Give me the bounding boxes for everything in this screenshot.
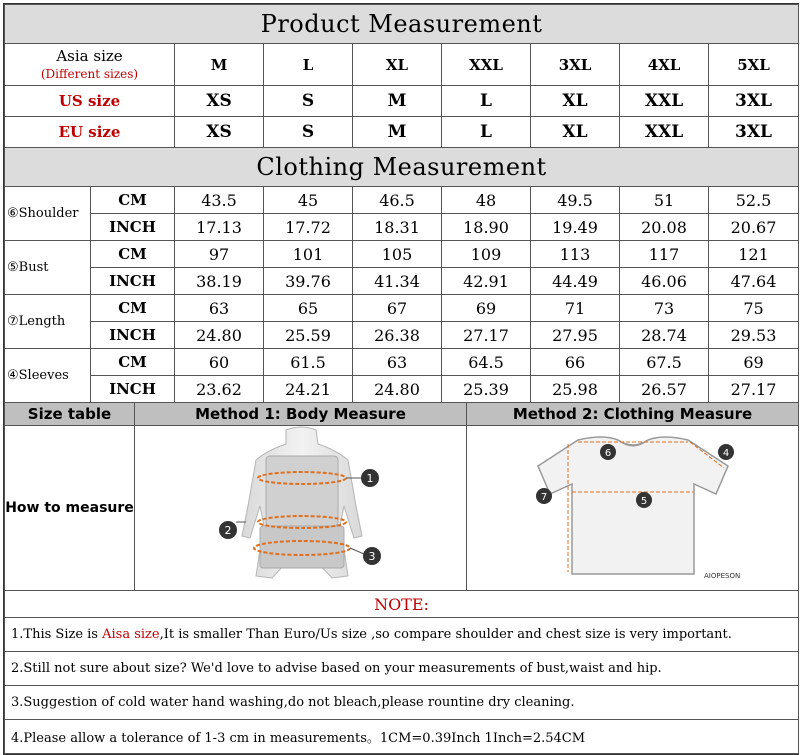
measure-cell: 48 <box>442 187 531 214</box>
note-3: 3.Suggestion of cold water hand washing,do not bleach,please rountine dry cleaning. <box>5 686 799 720</box>
part-label: ④Sleeves <box>5 349 91 403</box>
asia-size-sub: (Different sizes) <box>40 67 139 81</box>
measure-cell: 20.08 <box>620 214 709 241</box>
measure-cell: 24.21 <box>264 376 353 403</box>
us-size-label: US size <box>5 86 175 117</box>
unit-label: CM <box>91 241 175 268</box>
measure-cell: 109 <box>442 241 531 268</box>
measure-cell: 75 <box>709 295 799 322</box>
body-marker-3: 3 <box>368 550 375 563</box>
measure-cell: 28.74 <box>620 322 709 349</box>
product-measurement-title: Product Measurement <box>5 5 799 44</box>
how-to-measure-label: How to measure <box>5 426 135 591</box>
measure-cell: 117 <box>620 241 709 268</box>
measure-cell: 24.80 <box>353 376 442 403</box>
asia-size-cell: XL <box>353 44 442 86</box>
asia-size-text: Asia size <box>56 47 123 65</box>
us-size-cell: XL <box>531 86 620 117</box>
measure-cell: 27.17 <box>709 376 799 403</box>
measure-row-cm <box>5 241 799 268</box>
measure-cell: 51 <box>620 187 709 214</box>
measure-cell: 46.5 <box>353 187 442 214</box>
measure-cell: 27.17 <box>442 322 531 349</box>
measure-cell: 52.5 <box>709 187 799 214</box>
measure-cell: 38.19 <box>175 268 264 295</box>
measure-cell: 17.13 <box>175 214 264 241</box>
asia-size-cell: M <box>175 44 264 86</box>
shirt-marker-5: 5 <box>640 496 647 507</box>
measure-row-inch <box>5 268 799 295</box>
us-size-cell: L <box>442 86 531 117</box>
eu-size-cell: XL <box>531 117 620 148</box>
body-marker-2: 2 <box>224 524 231 537</box>
measure-row-cm <box>5 349 799 376</box>
measure-cell: 69 <box>442 295 531 322</box>
asia-size-cell: XXL <box>442 44 531 86</box>
measure-cell: 45 <box>264 187 353 214</box>
measure-cell: 23.62 <box>175 376 264 403</box>
us-size-cell: XS <box>175 86 264 117</box>
body-marker-1: 1 <box>366 472 373 485</box>
measure-cell: 17.72 <box>264 214 353 241</box>
note-2: 2.Still not sure about size? We'd love to advise based on your measurements of bust,waist and hip. <box>5 652 799 686</box>
us-size-cell: XXL <box>620 86 709 117</box>
measure-cell: 41.34 <box>353 268 442 295</box>
size-table-header: Size table <box>5 403 135 426</box>
measure-cell: 19.49 <box>531 214 620 241</box>
measure-cell: 67 <box>353 295 442 322</box>
measure-cell: 47.64 <box>709 268 799 295</box>
unit-label: INCH <box>91 376 175 403</box>
how-to-measure-table <box>4 402 799 754</box>
size-table <box>4 4 799 403</box>
shirt-marker-6: 6 <box>604 448 611 459</box>
us-size-cell: M <box>353 86 442 117</box>
measure-row-inch <box>5 322 799 349</box>
unit-label: CM <box>91 295 175 322</box>
measure-cell: 121 <box>709 241 799 268</box>
measure-cell: 65 <box>264 295 353 322</box>
eu-size-cell: S <box>264 117 353 148</box>
us-size-cell: S <box>264 86 353 117</box>
note-4: 4.Please allow a tolerance of 1-3 cm in measurements。1CM=0.39Inch 1Inch=2.54CM <box>5 720 799 754</box>
measure-cell: 24.80 <box>175 322 264 349</box>
part-label: ⑤Bust <box>5 241 91 295</box>
measure-cell: 66 <box>531 349 620 376</box>
unit-label: INCH <box>91 322 175 349</box>
measure-cell: 64.5 <box>442 349 531 376</box>
measure-row-cm <box>5 187 799 214</box>
asia-size-cell: L <box>264 44 353 86</box>
measure-cell: 26.38 <box>353 322 442 349</box>
unit-label: INCH <box>91 214 175 241</box>
measure-cell: 39.76 <box>264 268 353 295</box>
measure-cell: 101 <box>264 241 353 268</box>
measure-cell: 18.31 <box>353 214 442 241</box>
eu-size-row <box>5 117 799 148</box>
measure-cell: 42.91 <box>442 268 531 295</box>
eu-size-cell: L <box>442 117 531 148</box>
measure-cell: 63 <box>353 349 442 376</box>
measure-cell: 25.59 <box>264 322 353 349</box>
asia-size-row <box>5 44 799 86</box>
eu-size-label: EU size <box>5 117 175 148</box>
note-1 <box>5 618 799 652</box>
measure-cell: 49.5 <box>531 187 620 214</box>
measure-cell: 113 <box>531 241 620 268</box>
part-label: ⑥Shoulder <box>5 187 91 241</box>
measure-cell: 61.5 <box>264 349 353 376</box>
tshirt-figure-icon <box>468 426 798 586</box>
measure-cell: 44.49 <box>531 268 620 295</box>
note-title: NOTE: <box>5 591 799 618</box>
measure-row-inch <box>5 376 799 403</box>
clothing-measure-illustration <box>467 426 799 591</box>
measure-cell: 73 <box>620 295 709 322</box>
measure-cell: 105 <box>353 241 442 268</box>
part-label: ⑦Length <box>5 295 91 349</box>
method2-header: Method 2: Clothing Measure <box>467 403 799 426</box>
unit-label: CM <box>91 349 175 376</box>
body-measure-illustration <box>135 426 467 591</box>
measure-cell: 69 <box>709 349 799 376</box>
measure-row-cm <box>5 295 799 322</box>
measure-cell: 20.67 <box>709 214 799 241</box>
measure-cell: 63 <box>175 295 264 322</box>
asia-size-cell: 3XL <box>531 44 620 86</box>
shirt-marker-7: 7 <box>540 492 547 503</box>
eu-size-cell: XXL <box>620 117 709 148</box>
asia-size-label <box>5 44 175 86</box>
note-1-highlight: Aisa size <box>102 627 160 642</box>
measure-cell: 67.5 <box>620 349 709 376</box>
note-1-text-end: ,It is smaller Than Euro/Us size ,so compare shoulder and chest size is very important. <box>159 627 732 642</box>
shirt-brand: AIOPESON <box>703 572 740 580</box>
measure-row-inch <box>5 214 799 241</box>
size-chart <box>3 3 799 755</box>
us-size-row <box>5 86 799 117</box>
note-1-text: 1.This Size is <box>11 627 103 642</box>
measure-cell: 43.5 <box>175 187 264 214</box>
eu-size-cell: M <box>353 117 442 148</box>
measure-cell: 25.98 <box>531 376 620 403</box>
shirt-marker-4: 4 <box>722 448 729 459</box>
measure-cell: 29.53 <box>709 322 799 349</box>
measure-cell: 46.06 <box>620 268 709 295</box>
body-figure-icon <box>136 426 466 586</box>
measure-cell: 27.95 <box>531 322 620 349</box>
clothing-measurement-title: Clothing Measurement <box>5 148 799 187</box>
measure-cell: 25.39 <box>442 376 531 403</box>
asia-size-cell: 5XL <box>709 44 799 86</box>
eu-size-cell: 3XL <box>709 117 799 148</box>
measure-cell: 26.57 <box>620 376 709 403</box>
us-size-cell: 3XL <box>709 86 799 117</box>
measure-cell: 60 <box>175 349 264 376</box>
unit-label: CM <box>91 187 175 214</box>
method1-header: Method 1: Body Measure <box>135 403 467 426</box>
asia-size-cell: 4XL <box>620 44 709 86</box>
unit-label: INCH <box>91 268 175 295</box>
eu-size-cell: XS <box>175 117 264 148</box>
measure-cell: 97 <box>175 241 264 268</box>
measure-cell: 18.90 <box>442 214 531 241</box>
measure-cell: 71 <box>531 295 620 322</box>
